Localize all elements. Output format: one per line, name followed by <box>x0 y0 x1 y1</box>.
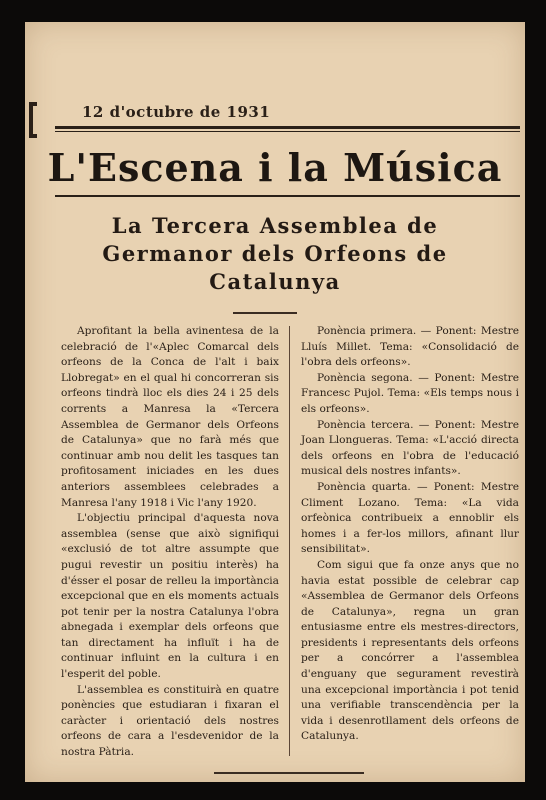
column-divider <box>289 326 290 756</box>
paragraph: L'objectiu principal d'aquesta nova assemblea (sense que això signifiqui «exclusió de tot altre assumpte que pugui revestir un positiu interès) ha d'ésser el posar de relleu la importància excepcional que en els moments actuals pot tenir per la nostra Catalunya l'obra abnegada i exemplar dels orfeons que tan directament ha influït i ha de continuar influint en la cultura i en l'esperit del poble. <box>61 512 279 681</box>
section-title: L'Escena i la Música <box>47 145 503 190</box>
headline-divider <box>233 312 297 314</box>
top-rule-thin <box>55 131 520 132</box>
left-column <box>61 324 279 761</box>
paragraph: Aprofitant la bella avinentesa de la celebració de l'«Aplec Comarcal dels orfeons de la Conca de l'alt i baix Llobregat» en el qual hi concorreran sis orfeons tindrà lloc els dies 24 i 25 dels corrents a Manresa la «Tercera Assemblea de Germanor dels Orfeons de Catalunya» que no farà més que continuar amb nou delit les tasques tan profitosament iniciades en les dues anteriors assemblees celebrades a Manresa l'any 1918 i Vic l'any 1920. <box>61 325 279 509</box>
bottom-rule <box>214 772 364 774</box>
right-column <box>301 324 519 745</box>
title-rule <box>55 195 520 197</box>
paragraph: L'assemblea es constituirà en quatre ponències que estudiaran i fixaran el caràcter i orientació dels nostres orfeons de cara a l'esdevenidor de la nostra Pàtria. <box>61 683 279 759</box>
paragraph: Ponència quarta. — Ponent: Mestre Climent Lozano. Tema: «La vida orfeònica contribueix a ennoblir els homes i a fer-los millors, afinant llur sensibilitat». <box>301 480 519 556</box>
paragraph: Com sigui que fa onze anys que no havia estat possible de celebrar cap «Assemblea de Germanor dels Orfeons de Catalunya», regna un gran entusiasme entre els mestres-directors, presidents i representants dels orfeons per a concórrer a l'assemblea d'enguany que segurament revestirà una excepcional importància i pot tenid una verifiable transcendència per la vida i desenrotllament dels orfeons de Catalunya. <box>301 558 519 743</box>
edge-bracket-mark <box>27 100 39 140</box>
article-headline: La Tercera Assemblea de Germanor dels Orfeons de Catalunya <box>102 213 448 294</box>
paragraph: Ponència segona. — Ponent: Mestre Francesc Pujol. Tema: «Els temps nous i els orfeons». <box>301 371 519 415</box>
publication-date: 12 d'octubre de 1931 <box>82 103 271 121</box>
top-rule-thick <box>55 126 520 129</box>
paragraph: Ponència tercera. — Ponent: Mestre Joan Llongueras. Tema: «L'acció directa dels orfeons en l'obra de l'educació musical dels nostres infants». <box>301 418 519 478</box>
paragraph: Ponència primera. — Ponent: Mestre Lluís Millet. Tema: «Consolidació de l'obra dels orfeons». <box>301 325 519 369</box>
